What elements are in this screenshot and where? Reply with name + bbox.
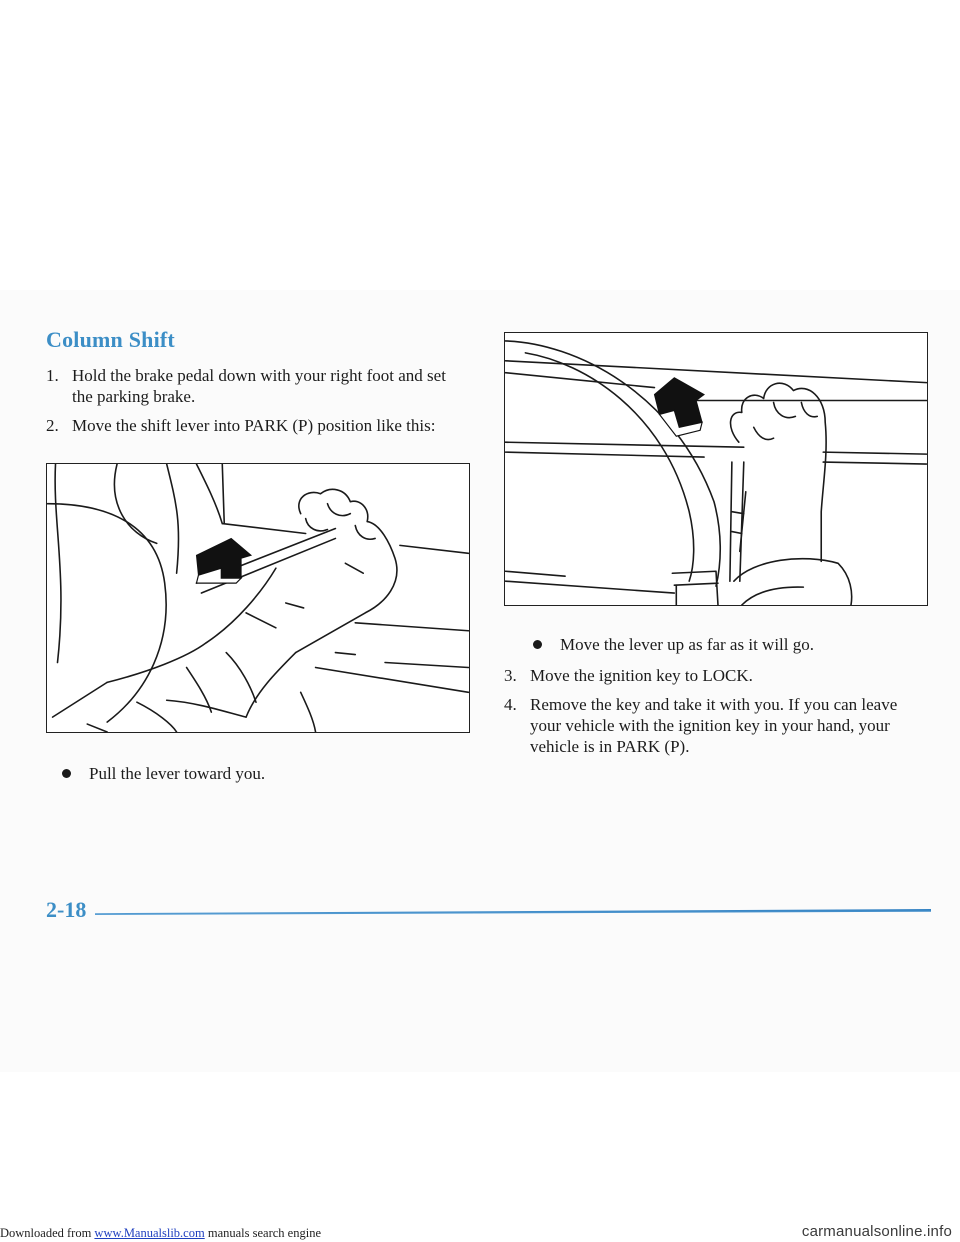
- footer-prefix: Downloaded from: [0, 1226, 95, 1240]
- pull-lever-figure: [46, 463, 470, 733]
- step-3: [504, 665, 904, 686]
- hand-pulling-shift-lever-illustration-icon: [47, 464, 469, 732]
- step-2: [46, 415, 486, 436]
- step-number: 2.: [46, 416, 59, 435]
- step-text: Move the shift lever into PARK (P) position like this:: [72, 416, 436, 435]
- step-number: 3.: [504, 666, 517, 685]
- section-title: Column Shift: [46, 327, 175, 352]
- manualslib-link[interactable]: www.Manualslib.com: [94, 1226, 205, 1240]
- bullet-text: Pull the lever toward you.: [89, 764, 266, 783]
- download-footer: [0, 1226, 321, 1241]
- bullet-dot-icon: [533, 640, 542, 649]
- step-text: Remove the key and take it with you. If you can leave your vehicle with the ignition key in your hand, your vehicle is in PARK (P).: [530, 695, 898, 756]
- page-number: 2-18: [46, 897, 87, 922]
- step-number: 4.: [504, 695, 517, 714]
- step-text: Move the ignition key to LOCK.: [530, 666, 753, 685]
- hand-lifting-shift-lever-illustration-icon: [505, 333, 927, 605]
- step-4: [504, 694, 924, 757]
- step-1: [46, 365, 466, 407]
- bullet-dot-icon: [62, 769, 71, 778]
- bullet-text: Move the lever up as far as it will go.: [560, 635, 814, 654]
- step-number: 1.: [46, 366, 59, 385]
- footer-suffix: manuals search engine: [204, 1226, 321, 1240]
- direction-arrow-icon: [654, 378, 704, 437]
- lift-lever-figure: [504, 332, 928, 606]
- right-bullet: [533, 634, 913, 655]
- step-text: Hold the brake pedal down with your right foot and set the parking brake.: [72, 366, 446, 406]
- left-bullet: [62, 763, 462, 784]
- watermark-brand: carmanualsonline.info: [801, 1223, 952, 1240]
